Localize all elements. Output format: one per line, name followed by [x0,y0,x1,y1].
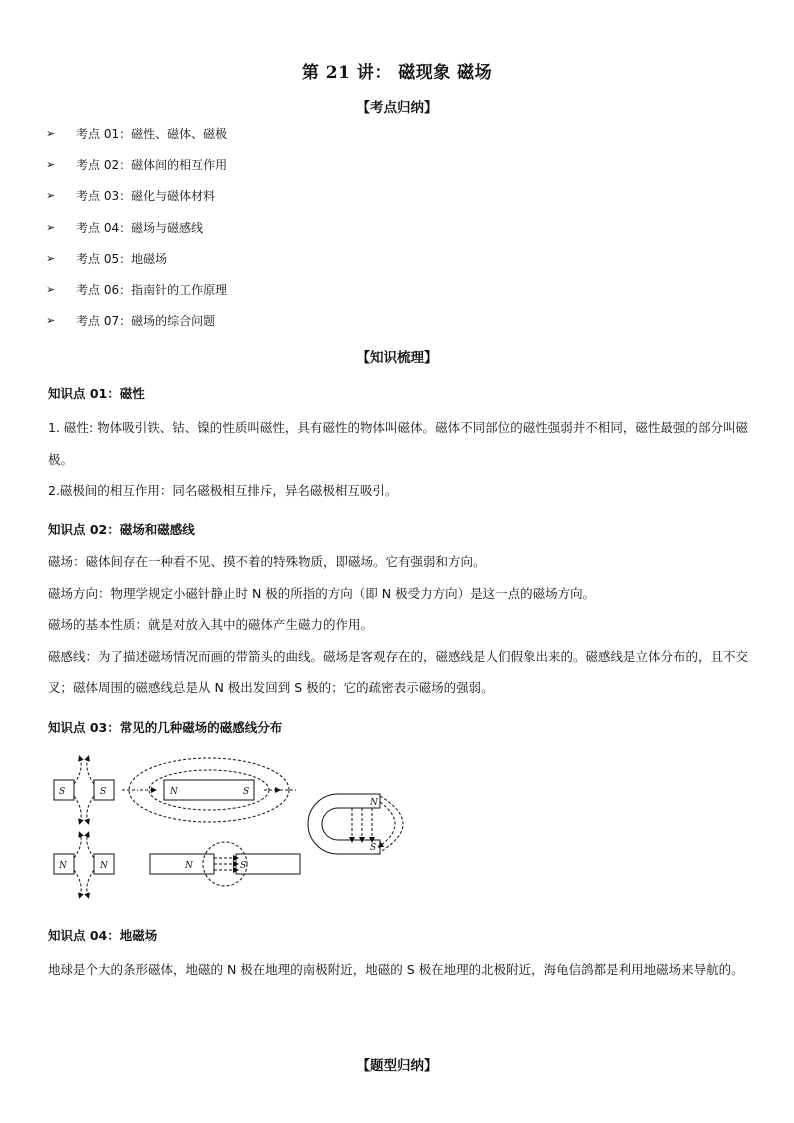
exam-points-list [46,126,227,344]
list-item: ➢ 考点 07：磁场的综合问题 [46,314,216,329]
page-title: 第 21 讲： 磁现象 磁场 [301,63,493,83]
heading-exam-points: 【考点归纳】 [356,100,438,116]
kp4-body [48,954,748,986]
arrow-bullet-icon: ➢ [46,314,56,328]
diagram-opposite-poles [150,842,300,886]
list-item: ➢ 考点 04：磁场与磁感线 [46,220,204,235]
kp2-body [48,546,748,704]
kp1-body [48,412,748,507]
arrow-bullet-icon: ➢ [46,282,56,296]
arrow-bullet-icon: ➢ [46,251,56,265]
svg-text:S: S [243,787,250,797]
kp4-title: 知识点 04：地磁场 [48,928,158,943]
kp1-title: 知识点 01：磁性 [48,386,145,401]
heading-question-types: 【题型归纳】 [356,1058,438,1074]
kp2-paragraph-2: 磁场方向：物理学规定小磁针静止时 N 极的所指的方向（即 N 极受力方向）是这一点的磁场方向。 [48,585,596,601]
svg-text:S: S [240,861,247,871]
kp1-paragraph-1: 1. 磁性: 物体吸引铁、钴、镍的性质叫磁性，具有磁性的物体叫磁体。磁体不同部位的磁性强弱并不相同，磁性最强的部分叫磁极。 [48,420,748,467]
arrow-bullet-icon: ➢ [46,220,56,234]
svg-text:S: S [370,843,377,853]
kp2-paragraph-1: 磁场：磁体间存在一种看不见、摸不着的特殊物质，即磁场。它有强弱和方向。 [48,554,486,569]
kp2-title: 知识点 02：磁场和磁感线 [48,522,195,537]
diagram-bar-magnet [122,758,296,822]
kp3-title: 知识点 03：常见的几种磁场的磁感线分布 [48,720,283,735]
svg-text:N: N [185,861,193,871]
magnetic-field-figure [40,748,420,908]
arrow-bullet-icon: ➢ [46,127,56,140]
arrow-bullet-icon: ➢ [46,189,56,203]
list-item: ➢ 考点 02：磁体间的相互作用 [46,158,228,173]
kp1-paragraph-2: 2.磁极间的相互作用：同名磁极相互排斥，异名磁极相互吸引。 [48,483,398,498]
kp2-paragraph-3: 磁场的基本性质：就是对放入其中的磁体产生磁力的作用。 [48,617,374,632]
svg-text:N: N [370,798,378,808]
kp2-paragraph-4: 磁感线：为了描述磁场情况而画的带箭头的曲线。磁场是客观存在的，磁感线是人们假象出来的。磁感线是立体分布的，且不交叉；磁体周围的磁感线总是从 N 极出发回到 S 极的；它的疏密表示磁场的强弱。 [48,648,749,695]
list-item: ➢ 考点 05：地磁场 [46,251,168,266]
list-item: ➢ 考点 01：磁性、磁体、磁极 [46,127,228,141]
list-item: ➢ 考点 03：磁化与磁体材料 [46,189,216,204]
heading-knowledge: 【知识梳理】 [356,350,438,366]
svg-text:S: S [100,787,107,797]
svg-text:S: S [59,787,66,797]
kp4-paragraph-1: 地球是个大的条形磁体，地磁的 N 极在地理的南极附近，地磁的 S 极在地理的北极附近，海龟信鸽都是利用地磁场来导航的。 [48,962,744,977]
svg-text:N: N [170,787,178,797]
list-item: ➢ 考点 06：指南针的工作原理 [46,282,228,297]
arrow-bullet-icon: ➢ [46,158,56,172]
svg-text:N: N [100,861,108,871]
svg-text:N: N [59,861,67,871]
diagram-horseshoe-magnet [308,794,403,854]
